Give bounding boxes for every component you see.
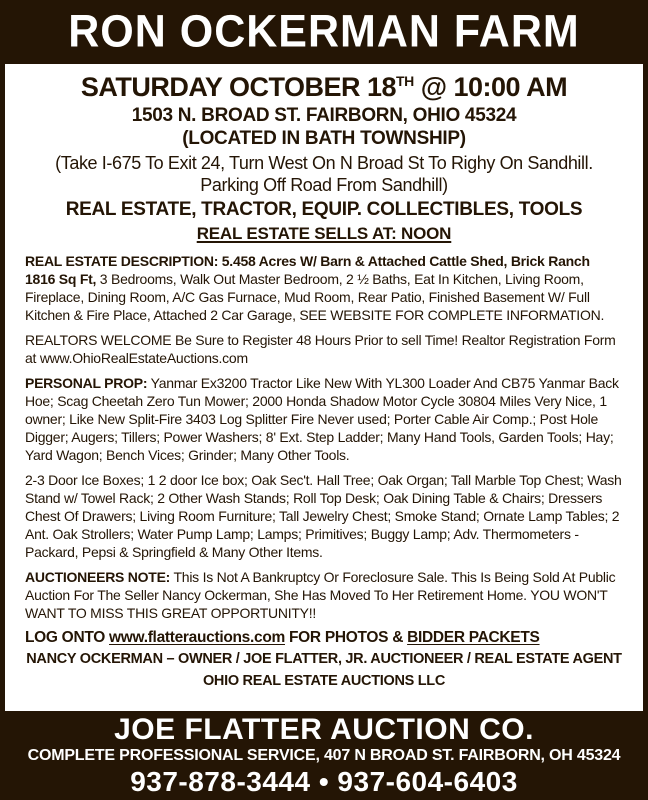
sells-at-noon-line (25, 224, 623, 244)
event-address-line: 1503 N. BROAD ST. FAIRBORN, OHIO 45324 (131, 105, 517, 126)
personal-property-rest: Yanmar Ex3200 Tractor Like New With YL300 Loader And CB75 Yanmar Back Hoe; Scag Cheetah Zero Tun Mower; 2000 Honda Shadow Motor Cycle 30804 Miles Very Nice, 1 owner; Like New Split-Fire 3403 Log Splitter Fire Never used; Porter Cable Air Comp.; Post Hole Digger; Augers; Tillers; Power Washers; 8' Ext. Step Ladder; Many Hand Tools, Garden Tools; Hay; Yard Wagon; Bench Vices; Grinder; Many Other Tools. (25, 375, 619, 463)
auction-company-name: JOE FLATTER AUCTION CO. (114, 712, 534, 746)
owner-auctioneer-credits-line: NANCY OCKERMAN – OWNER / JOE FLATTER, JR. AUCTIONEER / REAL ESTATE AGENT (26, 651, 622, 667)
log-onto-middle: FOR PHOTOS & (284, 629, 408, 646)
personal-property-paragraph (25, 374, 623, 464)
flyer-body-panel (5, 64, 643, 711)
antiques-collectibles-paragraph: 2-3 Door Ice Boxes; 1 2 door Ice box; Oak Sec't. Hall Tree; Oak Organ; Tall Marble Top Chest; Wash Stand w/ Towel Rack; 2 Other Wash Stands; Roll Top Desk; Oak Dining Table & Chairs; Dressers Chest Of Drawers; Living Room Furniture; Tall Jewelry Chest; Smoke Stand; Ornate Lamp Tables; 2 Ant. Oak Strollers; Water Pump Lamp; Lamps; Primitives; Buggy Lamp; Adv. Thermometers - Packard, Pepsi & Springfield & Many Other Items. (25, 472, 622, 560)
phone-numbers: 937-878-3444 • 937-604-6403 (130, 765, 518, 797)
flyer-footer (0, 711, 648, 800)
real-estate-description-rest: 3 Bedrooms, Walk Out Master Bedroom, 2 ½ Baths, Eat In Kitchen, Living Room, Fireplace, Dining Room, A/C Gas Furnace, Mud Room, Rear Patio, Finished Basement W/ Full Kitchen & Fire Place, Attached 2 Car Garage, SEE WEBSITE FOR COMPLETE INFORMATION. (25, 271, 605, 323)
auctioneers-note-paragraph (25, 568, 623, 622)
real-estate-description-lead: REAL ESTATE DESCRIPTION: 5.458 Acres W/ Barn & Attached Cattle Shed, Brick Ranch 1816 Sq Ft, (25, 253, 590, 287)
directions-line-1: (Take I-675 To Exit 24, Turn West On N Broad St To Righy On Sandhill. (55, 153, 593, 173)
event-date-line (25, 72, 623, 103)
llc-credits-line: OHIO REAL ESTATE AUCTIONS LLC (202, 673, 446, 689)
flyer-header (0, 0, 648, 64)
event-date-suffix: @ 10:00 AM (413, 72, 568, 102)
date-superscript: TH (396, 73, 414, 89)
township-line: (LOCATED IN BATH TOWNSHIP) (182, 128, 466, 149)
sale-categories-line: REAL ESTATE, TRACTOR, EQUIP. COLLECTIBLES, TOOLS (65, 199, 583, 220)
farm-title: RON OCKERMAN FARM (68, 6, 580, 57)
sells-at-noon-text: REAL ESTATE SELLS AT: NOON (196, 224, 452, 243)
bidder-packets-link[interactable]: BIDDER PACKETS (407, 629, 540, 646)
auctioneers-note-rest: This Is Not A Bankruptcy Or Foreclosure Sale. This Is Being Sold At Public Auction For The Seller Nancy Ockerman, She Has Moved To Her Retirement Home. YOU WON'T WANT TO MISS THIS GREAT OPPORTUNITY!! (25, 569, 616, 621)
directions-line-2: Parking Off Road From Sandhill) (200, 175, 448, 195)
auctioneers-note-lead: AUCTIONEERS NOTE: (25, 569, 171, 585)
personal-property-lead: PERSONAL PROP: (25, 375, 148, 391)
log-onto-line (25, 629, 623, 647)
log-onto-prefix: LOG ONTO (25, 629, 109, 646)
flatterauctions-website-link[interactable]: www.flatterauctions.com (109, 629, 285, 646)
service-address-line: COMPLETE PROFESSIONAL SERVICE, 407 N BROAD ST. FAIRBORN, OH 45324 (27, 746, 621, 764)
real-estate-description (25, 252, 623, 324)
event-date-prefix: SATURDAY OCTOBER 18 (80, 72, 397, 102)
realtors-welcome-paragraph: REALTORS WELCOME Be Sure to Register 48 Hours Prior to sell Time! Realtor Registration Form at www.OhioRealEstateAuctions.com (25, 332, 616, 366)
